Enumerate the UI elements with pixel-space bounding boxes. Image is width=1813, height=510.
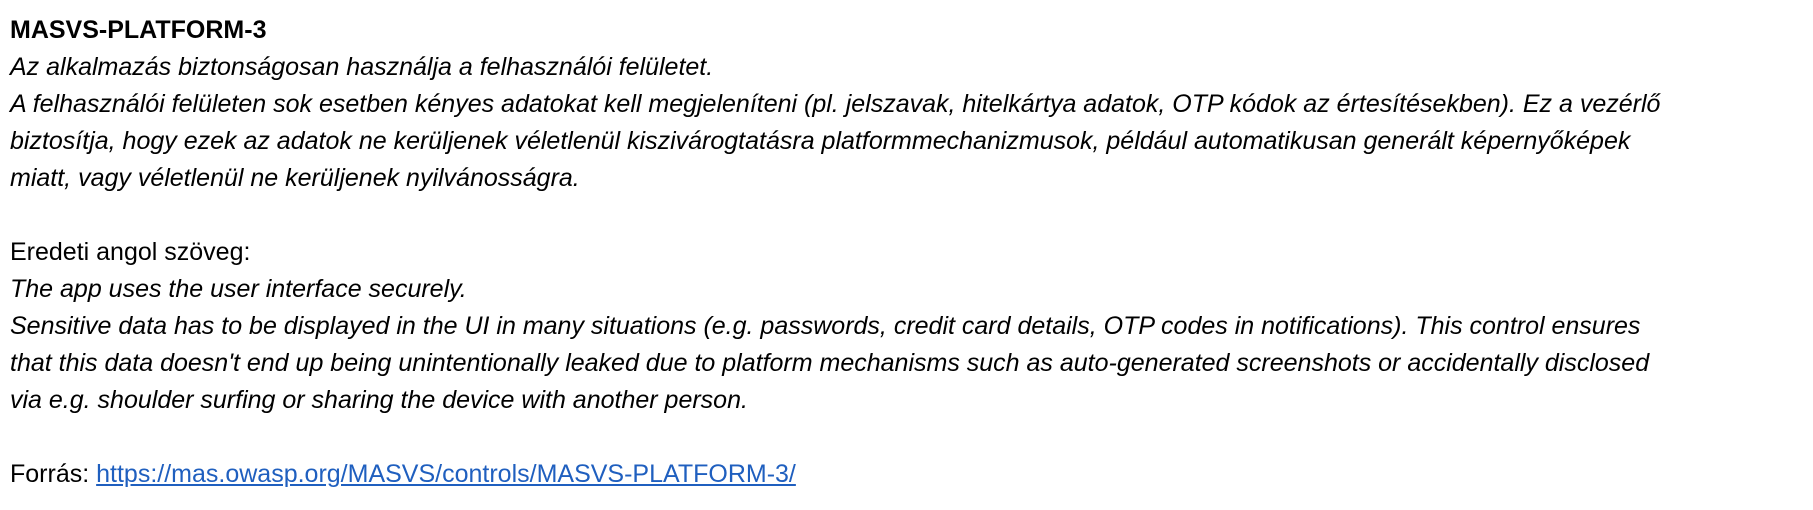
- document-body: [10, 12, 1805, 493]
- en-description-line: Sensitive data has to be displayed in the UI in many situations (e.g. passwords, credit card details, OTP codes in notifications). This control ensures: [10, 312, 1641, 340]
- original-text-label: Eredeti angol szöveg:: [10, 238, 251, 266]
- hu-summary: Az alkalmazás biztonságosan használja a felhasználói felületet.: [10, 53, 714, 81]
- en-summary: The app uses the user interface securely.: [10, 275, 467, 303]
- hu-description-line: biztosítja, hogy ezek az adatok ne kerüljenek véletlenül kiszivárogtatásra platformmechanizmusok, például automatikusan generált képernyőképek: [10, 127, 1631, 155]
- control-title: MASVS-PLATFORM-3: [10, 16, 267, 44]
- source-label: Forrás:: [10, 460, 97, 488]
- paragraph-gap: [10, 197, 1805, 234]
- hu-description-line: A felhasználói felületen sok esetben kényes adatokat kell megjeleníteni (pl. jelszavak, hitelkártya adatok, OTP kódok az értesítésekben). Ez a vezérlő: [10, 90, 1661, 118]
- paragraph-gap: [10, 419, 1805, 456]
- en-description-line: that this data doesn't end up being unintentionally leaked due to platform mechanisms such as auto-generated screenshots or accidentally disclosed: [10, 349, 1650, 377]
- source-line: [10, 456, 1805, 493]
- hu-description-line: miatt, vagy véletlenül ne kerüljenek nyilvánosságra.: [10, 164, 580, 192]
- source-link[interactable]: https://mas.owasp.org/MASVS/controls/MASVS-PLATFORM-3/: [96, 460, 796, 488]
- en-description-line: via e.g. shoulder surfing or sharing the device with another person.: [10, 386, 748, 414]
